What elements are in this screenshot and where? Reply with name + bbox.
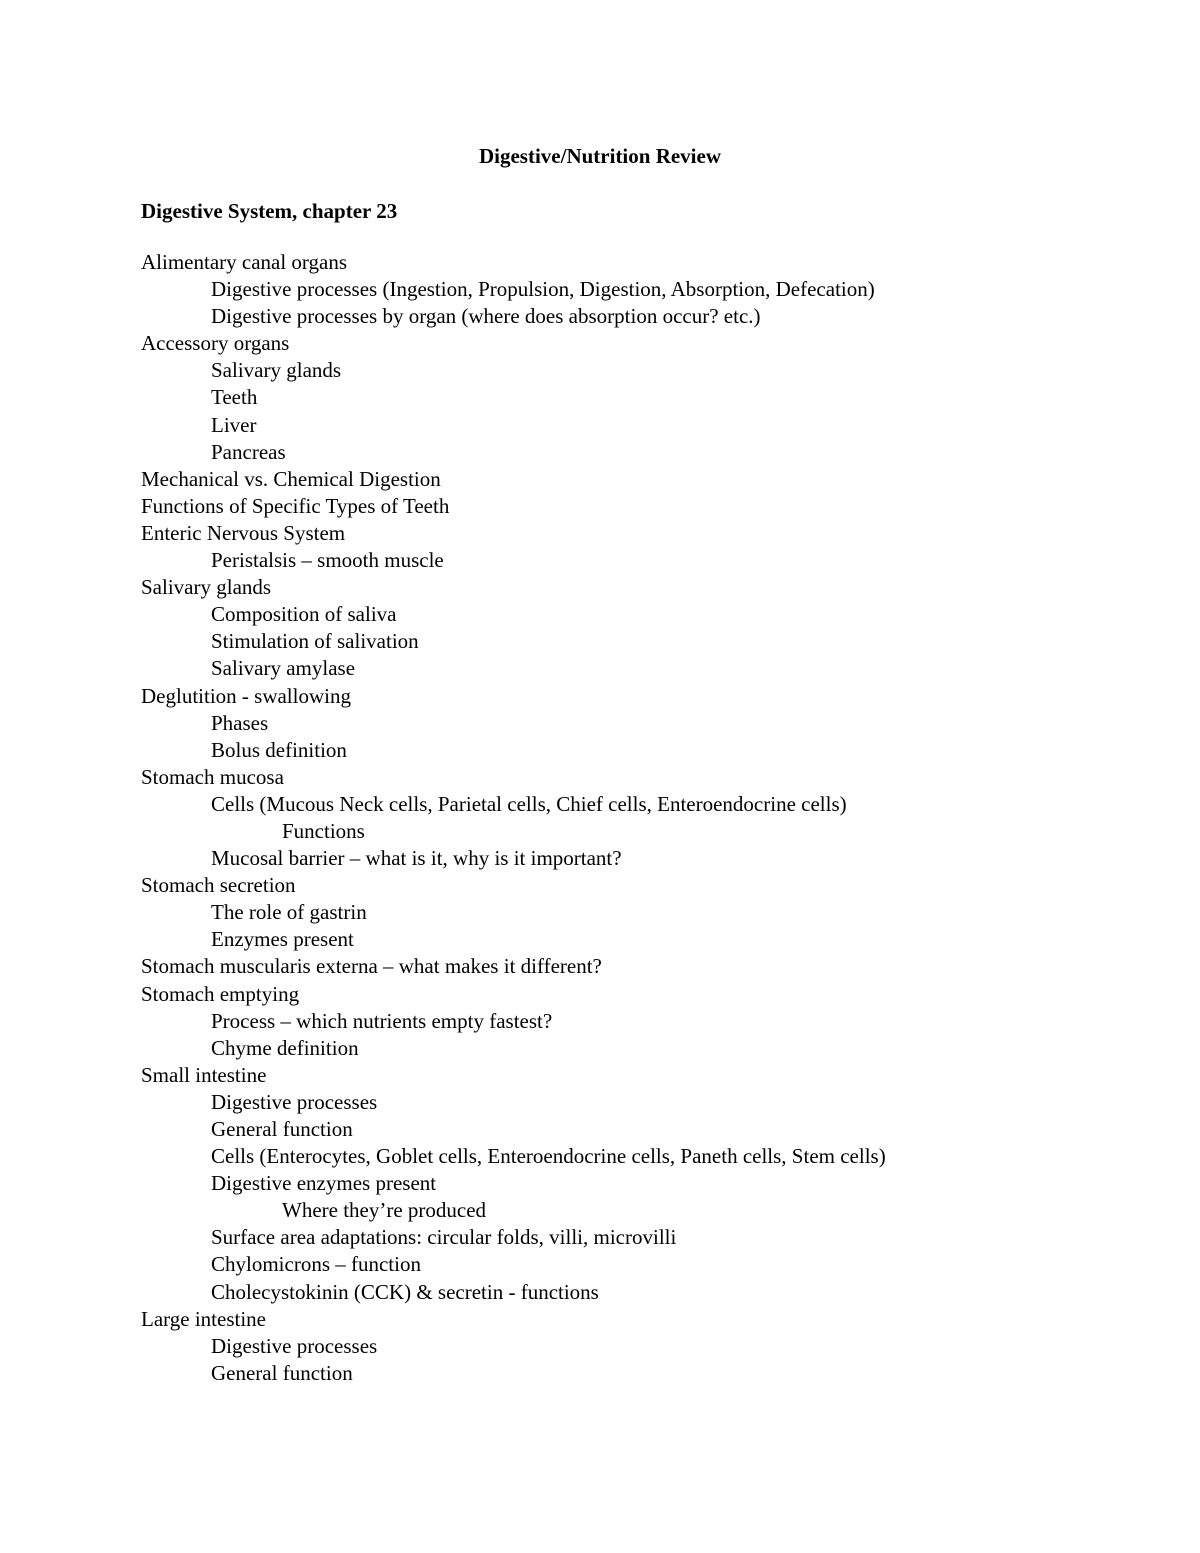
outline-topic: Stomach emptying [141, 981, 300, 1006]
outline-subtopic: Cholecystokinin (CCK) & secretin - functions [211, 1279, 599, 1304]
outline-subtopic: Mucosal barrier – what is it, why is it important? [211, 846, 622, 871]
outline-subsubtopic: Where they’re produced [282, 1198, 487, 1223]
outline-subtopic: General function [211, 1117, 353, 1141]
section-heading: Digestive System, chapter 23 [141, 199, 398, 223]
outline-subtopic: Digestive processes [211, 1333, 378, 1358]
page-title: Digestive/Nutrition Review [478, 144, 722, 168]
outline-subtopic: Salivary glands [211, 358, 342, 383]
outline-subtopic: Bolus definition [211, 737, 347, 762]
outline-subtopic: Cells (Mucous Neck cells, Parietal cells, Chief cells, Enteroendocrine cells) [211, 791, 847, 816]
outline-topic: Stomach muscularis externa – what makes it different? [141, 954, 602, 979]
outline-subtopic: Digestive processes (Ingestion, Propulsion, Digestion, Absorption, Defecation) [211, 277, 875, 302]
outline-topic: Large intestine [141, 1306, 266, 1331]
outline-subtopic: Digestive enzymes present [211, 1171, 437, 1196]
outline-subtopic: Peristalsis – smooth muscle [211, 548, 444, 573]
outline-topic: Accessory organs [141, 331, 290, 356]
outline-topic: Stomach secretion [141, 873, 296, 898]
outline-topic: Salivary glands [141, 575, 272, 600]
outline-topic: Enteric Nervous System [141, 520, 346, 545]
outline-topic: Stomach mucosa [141, 764, 284, 789]
outline-subtopic: Phases [211, 710, 269, 735]
outline-subtopic: Liver [211, 412, 257, 437]
outline-subtopic: General function [211, 1360, 353, 1385]
outline-subtopic: Digestive processes [211, 1089, 378, 1114]
outline-subtopic: Digestive processes by organ (where does absorption occur? etc.) [211, 304, 761, 329]
outline-subtopic: Surface area adaptations: circular folds, villi, microvilli [211, 1225, 677, 1250]
outline-subtopic: Chyme definition [211, 1035, 359, 1060]
outline-topic: Small intestine [141, 1062, 267, 1087]
outline-subtopic: Enzymes present [211, 927, 354, 952]
outline-subtopic: Cells (Enterocytes, Goblet cells, Enteroendocrine cells, Paneth cells, Stem cells) [211, 1144, 886, 1169]
outline-subtopic: Stimulation of salivation [211, 629, 419, 654]
outline-topic: Functions of Specific Types of Teeth [141, 493, 450, 518]
outline-subtopic: Composition of saliva [211, 602, 397, 627]
outline-subtopic: Pancreas [211, 439, 286, 464]
outline-topic: Deglutition - swallowing [141, 683, 351, 708]
outline-subtopic: Teeth [211, 385, 258, 410]
outline-topic: Alimentary canal organs [141, 250, 348, 274]
outline-list [141, 249, 1141, 1387]
outline-subsubtopic: Functions [282, 818, 365, 843]
outline-subtopic: The role of gastrin [211, 900, 367, 925]
outline-topic: Mechanical vs. Chemical Digestion [141, 466, 441, 491]
outline-subtopic: Process – which nutrients empty fastest? [211, 1008, 553, 1033]
outline-subtopic: Chylomicrons – function [211, 1252, 421, 1277]
outline-subtopic: Salivary amylase [211, 656, 356, 681]
